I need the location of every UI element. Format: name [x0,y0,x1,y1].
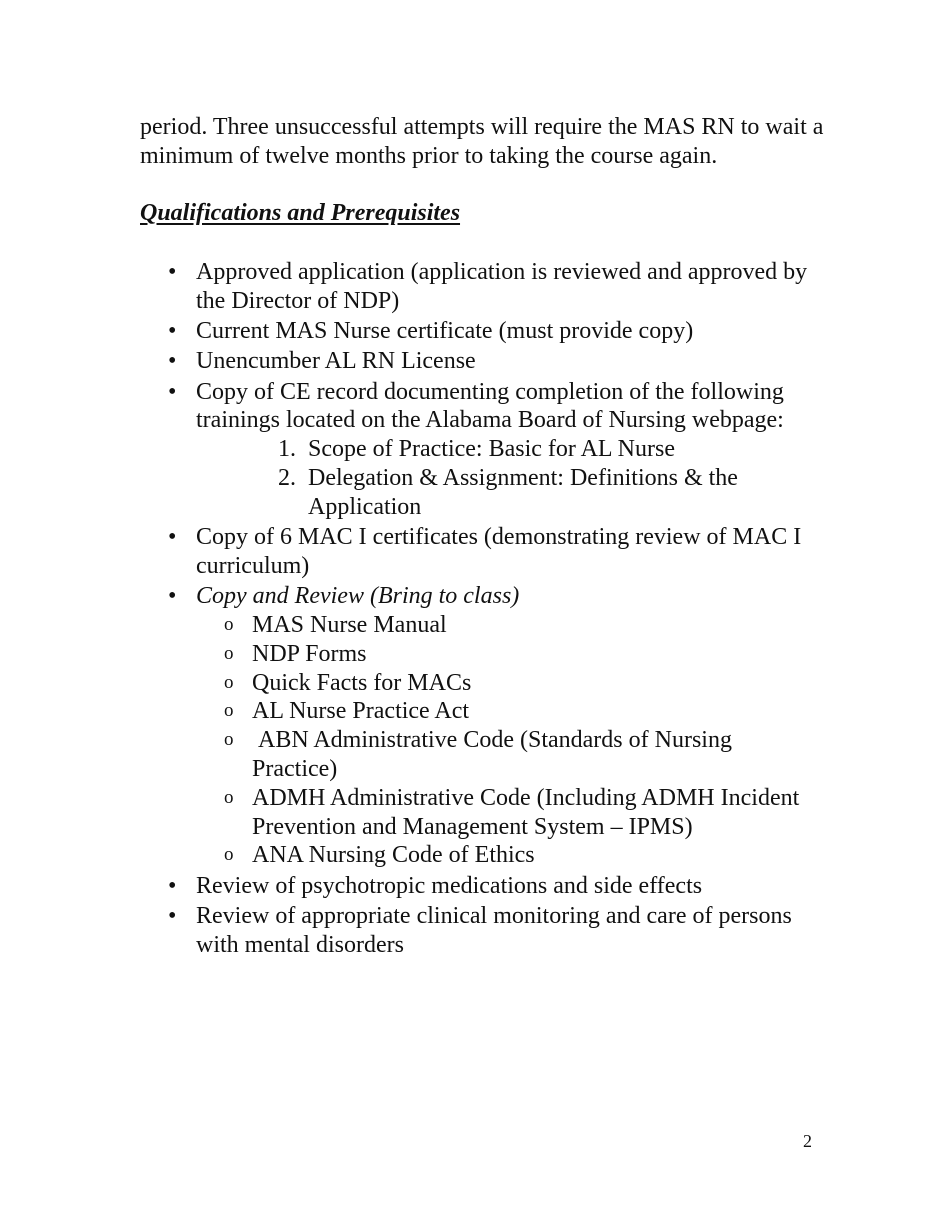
number-marker: 1. [278,436,296,463]
bullet-marker: • [168,583,177,610]
list-item-text: Copy of CE record documenting completion of the following trainings located on the Alabama Board of Nursing webpage: [196,378,784,434]
list-item-text: Unencumber AL RN License [196,348,476,375]
list-item [140,378,820,436]
list-item [140,258,820,316]
list-item [140,902,820,960]
bullet-marker: • [168,378,177,405]
circle-bullet-marker: o [224,729,234,751]
sub-list-item [140,669,820,698]
list-item [140,582,820,611]
sub-list-item [140,841,820,870]
number-marker: 2. [278,465,296,492]
bullet-marker: • [168,318,177,345]
list-item-text: Review of psychotropic medications and side effects [196,872,703,899]
bullet-marker: • [168,259,177,285]
list-item [140,347,820,376]
sub-list-item-text: ABN Administrative Code (Standards of Nursing Practice) [252,727,738,783]
sub-list-item-text: MAS Nurse Manual [252,612,447,639]
section-heading: Qualifications and Prerequisites [140,200,461,226]
list-item [140,523,820,581]
numbered-item-text: Scope of Practice: Basic for AL Nurse [308,436,675,463]
bullet-marker: • [168,872,177,899]
list-item-text: Current MAS Nurse certificate (must provide copy) [196,318,694,345]
list-item-text: Copy of 6 MAC I certificates (demonstrating review of MAC I curriculum) [196,524,802,579]
sub-list-item [140,640,820,669]
sub-list-item [140,784,820,842]
circle-bullet-marker: o [224,700,234,722]
sub-list-item-text: AL Nurse Practice Act [252,698,470,725]
list-item-text: Copy and Review (Bring to class) [196,583,520,610]
sub-list-item [140,611,820,640]
numbered-item [140,435,820,464]
list-item [140,317,820,346]
sub-list-item [140,697,820,726]
numbered-item-text: Delegation & Assignment: Definitions & the Application [308,465,738,520]
bullet-marker: • [168,524,177,551]
list-item-text: Approved application (application is reviewed and approved by the Director of NDP) [196,259,808,314]
list-item-text: Review of appropriate clinical monitoring and care of persons with mental disorders [196,903,792,958]
circle-bullet-marker: o [224,844,234,866]
sub-list-item-text: ADMH Administrative Code (Including ADMH Incident Prevention and Management System – IPMS) [252,784,800,840]
prerequisites-list [140,258,820,960]
circle-bullet-marker: o [224,642,234,664]
circle-bullet-marker: o [224,614,234,636]
bullet-marker: • [168,903,177,930]
circle-bullet-marker: o [224,786,234,808]
intro-paragraph: period. Three unsuccessful attempts will require the MAS RN to wait a minimum of twelve months prior to taking the course again. [140,114,824,169]
list-item [140,872,820,901]
sub-list-item [140,726,820,784]
numbered-item [140,464,820,522]
bullet-marker: • [168,348,177,375]
sub-list-item-text: Quick Facts for MACs [252,669,472,696]
page-number: 2 [803,1131,812,1151]
circle-bullet-marker: o [224,671,234,693]
sub-list-item-text: ANA Nursing Code of Ethics [252,842,535,869]
sub-list-item-text: NDP Forms [252,640,367,667]
